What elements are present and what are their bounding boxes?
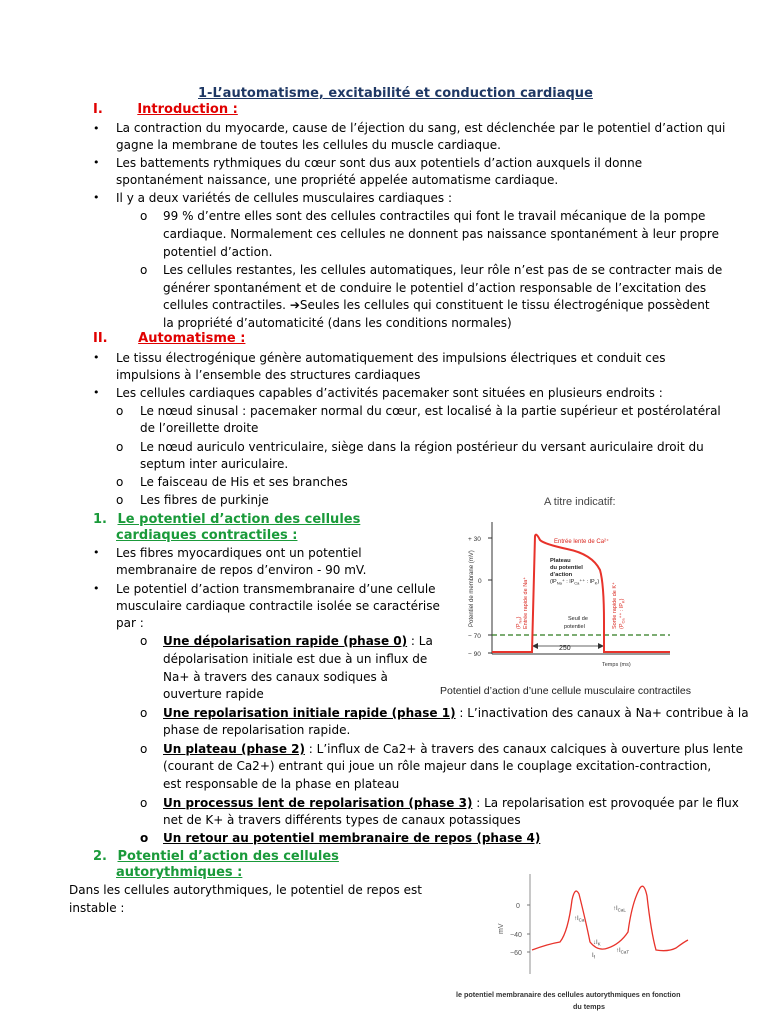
current-label: $↑I_{Ca}$: [574, 916, 585, 923]
plateau-label: du potentiel: [550, 565, 583, 571]
circle-bullet-icon: o: [140, 742, 148, 756]
auto-bullet-1-line-2: impulsions à l’ensemble des structures cardiaques: [116, 368, 421, 382]
section-automatisme-heading: [93, 331, 245, 346]
current-label: $↓I_K$: [593, 940, 601, 947]
subsection-number: 2.: [93, 849, 107, 864]
intro-bullet-1-line-1: La contraction du myocarde, cause de l’éjection du sang, est déclenchée par le potentiel d’action qui: [116, 121, 726, 135]
auto-sub-2-line-1: Le nœud auriculo ventriculaire, siège dans la région postérieur du versant auriculaire droit du: [140, 440, 704, 454]
tick-label: 0: [516, 903, 520, 910]
document-title: 1-L’automatisme, excitabilité et conduction cardiaque: [198, 86, 593, 101]
circle-bullet-icon: o: [116, 493, 124, 507]
phase-0-line-1: Une dépolarisation rapide (phase 0) : La: [163, 634, 433, 648]
intro-bullet-2-line-2: spontanément naissance, une propriété appelée automatisme cardiaque.: [116, 173, 559, 187]
x-axis-label: Temps (ms): [602, 662, 631, 668]
y-axis-label: mV: [498, 923, 505, 934]
phase-2-line-2: (courant de Ca2+) entrant qui joue un rôle majeur dans le couplage excitation-contraction,: [163, 759, 712, 773]
potassium-exit-label: Sortie rapide de K⁺: [612, 582, 618, 629]
bullet-icon: •: [93, 351, 100, 364]
intro-sub-2-line-2: générer spontanément et de conduire le potentiel d’action responsable de l’excitation des: [163, 281, 707, 295]
intro-bullet-2-line-1: Les battements rythmiques du cœur sont dus aux potentiels d’action auxquels il donne: [116, 156, 643, 170]
bullet-icon: •: [93, 191, 100, 204]
contractile-ap-figure: [432, 492, 742, 702]
sodium-permeability-label: $(P_{Na})$: [516, 616, 523, 629]
subsection-2-heading: [93, 848, 339, 865]
circle-bullet-icon: o: [140, 634, 148, 648]
bullet-icon: •: [93, 156, 100, 169]
autorythm-text-line-2: instable :: [69, 901, 125, 915]
tick-label: − 90: [468, 651, 481, 658]
autorythm-text-line-1: Dans les cellules autorythmiques, le potentiel de repos est: [69, 883, 422, 897]
auto-bullet-1-line-1: Le tissu électrogénique génère automatiquement des impulsions électriques et conduit ces: [116, 351, 666, 365]
phase-3-line-1: Un processus lent de repolarisation (phase 3) : La repolarisation est provoquée par le flux: [163, 796, 739, 810]
tick-label: −40: [510, 932, 522, 939]
pa-bullet-1-line-1: Les fibres myocardiques ont un potentiel: [116, 546, 362, 560]
circle-bullet-icon: o: [140, 263, 148, 277]
tick-label: − 70: [468, 633, 481, 640]
section-label: Automatisme :: [138, 331, 246, 346]
phase-0-line-2: dépolarisation initiale est due à un influx de: [163, 652, 428, 666]
bullet-icon: •: [93, 546, 100, 559]
auto-bullet-2: Les cellules cardiaques capables d’activités pacemaker sont situées en plusieurs endroits :: [116, 386, 663, 400]
pa-bullet-2-line-2: musculaire cardiaque contractile isolée se caractérise: [116, 599, 440, 613]
phase-2-line-3: est responsable de la phase en plateau: [163, 777, 400, 791]
intro-sub-1-line-2: cardiaque. Normalement ces cellules ne donnent pas naissance spontanément à leur propre: [163, 227, 719, 241]
auto-sub-1-line-1: Le nœud sinusal : pacemaker normal du cœur, est localisé à la partie supérieur et postérolatéral: [140, 404, 721, 418]
current-label: $↑I_{CaL}$: [613, 906, 626, 913]
circle-bullet-icon: o: [140, 796, 148, 810]
intro-sub-2-line-4: la propriété d’automaticité (dans les conditions normales): [163, 316, 512, 330]
threshold-label: potentiel: [564, 624, 585, 630]
plateau-currents-label: ($lP_{Na}^+$ : $lP_{Ca}^{++}$ : $lP_K$): [550, 579, 600, 586]
auto-sub-3: Le faisceau de His et ses branches: [140, 475, 348, 489]
bullet-icon: •: [93, 582, 100, 595]
subsection-1-heading-line-2: cardiaques contractiles :: [116, 528, 298, 543]
auto-sub-4: Les fibres de purkinje: [140, 493, 269, 507]
plateau-label: Plateau: [550, 558, 571, 564]
figure-caption-line-1: le potentiel membranaire des cellules autorythmiques en fonction: [456, 990, 681, 999]
circle-bullet-icon: o: [116, 404, 124, 418]
auto-sub-1-line-2: de l’oreillette droite: [140, 421, 259, 435]
intro-bullet-3: Il y a deux variétés de cellules musculaires cardiaques :: [116, 191, 452, 205]
figure-header: A titre indicatif:: [544, 496, 616, 508]
tick-label: 0: [478, 578, 482, 585]
circle-bullet-icon: o: [140, 209, 148, 223]
circle-bullet-icon: o: [116, 440, 124, 454]
section-number: I.: [93, 102, 103, 117]
pa-bullet-2-line-1: Le potentiel d’action transmembranaire d’une cellule: [116, 582, 436, 596]
bullet-icon: •: [93, 386, 100, 399]
circle-bullet-icon: o: [140, 706, 148, 720]
current-label: $↑I_{CaT}$: [616, 948, 630, 955]
potassium-permeability-label: ($P_{Ca}^{++}$ : $lP_K$): [619, 598, 626, 629]
figure-caption: Potentiel d’action d’une cellule musculaire contractiles: [440, 685, 691, 697]
phase-2-line-1: Un plateau (phase 2) : L’influx de Ca2+ à travers des canaux calciques à ouverture plus lente: [163, 742, 743, 756]
circle-bullet-icon: o: [116, 475, 124, 489]
tick-label: −60: [510, 950, 522, 957]
bullet-icon: •: [93, 122, 100, 135]
intro-sub-2-line-3: cellules contractiles. ➔Seules les cellules qui constituent le tissu électrogénique possèdent: [163, 298, 710, 312]
current-label: $I_f$: [592, 953, 595, 960]
subsection-number: 1.: [93, 512, 107, 527]
duration-label: 250: [559, 645, 571, 652]
section-number: II.: [93, 331, 108, 346]
threshold-label: Seuil de: [568, 616, 588, 622]
calcium-entry-label: Entrée lente de Ca²⁺: [554, 539, 610, 545]
intro-sub-1-line-1: 99 % d’entre elles sont des cellules contractiles qui font le travail mécanique de la pompe: [163, 209, 706, 223]
phase-0-line-3: Na+ à travers des canaux sodiques à: [163, 670, 388, 684]
autorhythmic-curve: [532, 886, 688, 950]
phase-4-line-1: Un retour au potentiel membranaire de repos (phase 4): [163, 831, 541, 845]
intro-sub-2-line-1: Les cellules restantes, les cellules automatiques, leur rôle n’est pas de se contracter mais de: [163, 263, 723, 277]
tick-label: + 30: [468, 536, 481, 543]
section-label: Introduction :: [137, 102, 238, 117]
plateau-label: d’action: [550, 572, 573, 578]
circle-bullet-icon: o: [140, 831, 149, 845]
subsection-1-heading: [93, 511, 360, 528]
subsection-2-heading-line-2: autorythmiques :: [116, 865, 243, 880]
y-axis-label: Potentiel de membrane (mV): [469, 550, 475, 627]
intro-bullet-1-line-2: gagne la membrane de toutes les cellules du muscle cardiaque.: [116, 138, 501, 152]
autorhythmic-ap-figure: [448, 862, 748, 1016]
phase-1-line-2: phase de repolarisation rapide.: [163, 723, 351, 737]
pa-bullet-1-line-2: membranaire de repos d’environ - 90 mV.: [116, 563, 367, 577]
figure-caption-line-2: du temps: [573, 1002, 605, 1011]
sodium-entry-label: Entrée rapide de Na⁺: [523, 576, 529, 629]
subsection-label-line-1: Potentiel d’action des cellules: [117, 849, 339, 864]
intro-sub-1-line-3: potentiel d’action.: [163, 245, 273, 259]
auto-sub-2-line-2: septum inter auriculaire.: [140, 457, 289, 471]
pa-bullet-2-line-3: par :: [116, 616, 144, 630]
subsection-label-line-1: Le potentiel d’action des cellules: [117, 512, 361, 527]
phase-1-line-1: Une repolarisation initiale rapide (phase 1) : L’inactivation des canaux à Na+ contribue à la: [163, 706, 749, 720]
phase-0-line-4: ouverture rapide: [163, 687, 264, 701]
phase-3-line-2: net de K+ à travers différents types de canaux potassiques: [163, 813, 521, 827]
arrow-right-icon: ➔: [289, 298, 300, 312]
section-introduction-heading: [93, 102, 238, 117]
